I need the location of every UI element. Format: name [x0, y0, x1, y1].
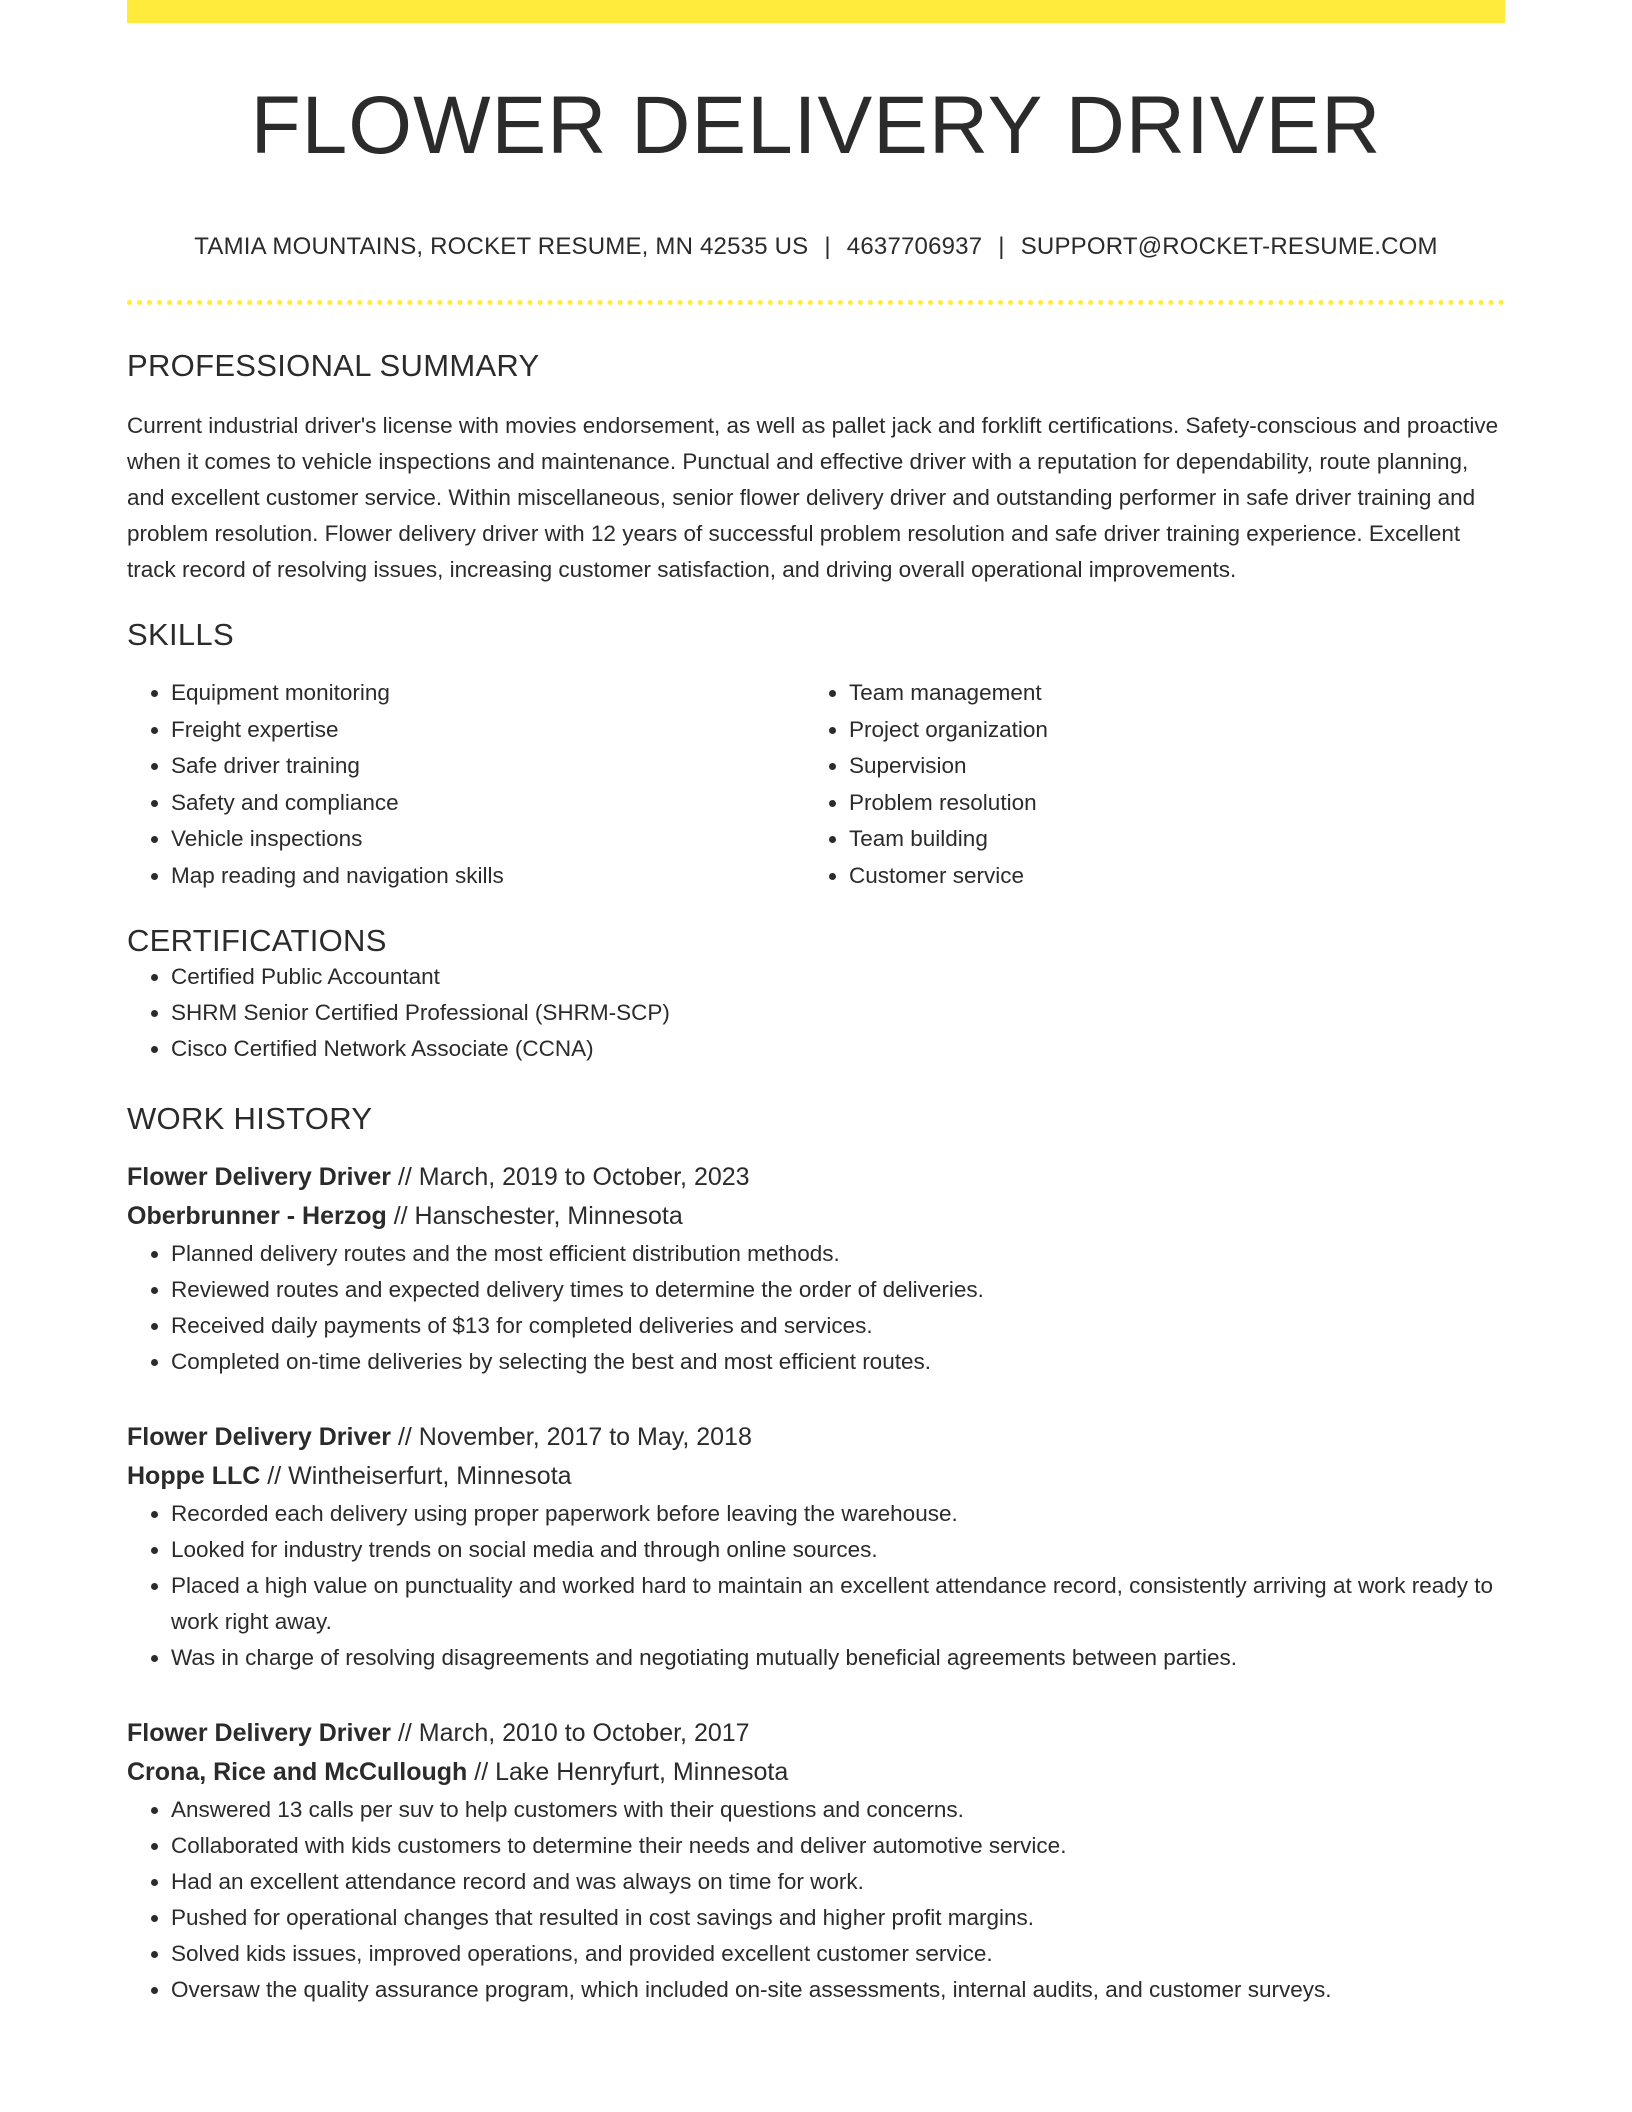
job-entry [127, 1418, 1505, 1676]
skill-item: • Safety and compliance [171, 785, 805, 822]
contact-separator: | [824, 233, 831, 260]
job-location: // Hanschester, Minnesota [386, 1201, 683, 1230]
job-role-line [127, 1714, 1505, 1753]
skills-columns [127, 675, 1505, 894]
job-role: Flower Delivery Driver [127, 1162, 392, 1191]
job-location: // Wintheiserfurt, Minnesota [260, 1461, 572, 1490]
skill-item: • Map reading and navigation skills [171, 858, 805, 895]
skill-item: • Project organization [849, 712, 1483, 749]
job-company-line [127, 1457, 1505, 1496]
job-duty: • Pushed for operational changes that resulted in cost savings and higher profit margins. [171, 1900, 1505, 1936]
skills-right-list [805, 675, 1483, 894]
work-history-heading: WORK HISTORY [127, 1101, 373, 1137]
job-duty: • Was in charge of resolving disagreements and negotiating mutually beneficial agreements between parties. [171, 1640, 1505, 1676]
dotted-divider [127, 300, 1505, 305]
skill-item: • Equipment monitoring [171, 675, 805, 712]
skills-left-list [127, 675, 805, 894]
job-duty: • Received daily payments of $13 for completed deliveries and services. [171, 1308, 1505, 1344]
job-duty: • Oversaw the quality assurance program, which included on-site assessments, internal audits, and customer surveys. [171, 1972, 1505, 2008]
job-duty: • Placed a high value on punctuality and worked hard to maintain an excellent attendance record, consistently arriving at work ready to work right away. [171, 1568, 1505, 1640]
job-duties-list [127, 1236, 1505, 1380]
job-entry [127, 1714, 1505, 2008]
skill-item: • Team building [849, 821, 1483, 858]
skill-item: • Team management [849, 675, 1483, 712]
contact-separator: | [998, 233, 1005, 260]
skills-heading: SKILLS [127, 616, 234, 652]
skill-item: • Vehicle inspections [171, 821, 805, 858]
job-role: Flower Delivery Driver [127, 1422, 392, 1451]
job-duty: • Completed on-time deliveries by selecting the best and most efficient routes. [171, 1344, 1505, 1380]
certification-item: • SHRM Senior Certified Professional (SHRM-SCP) [171, 995, 1505, 1031]
job-duty: • Reviewed routes and expected delivery times to determine the order of deliveries. [171, 1272, 1505, 1308]
summary-heading: PROFESSIONAL SUMMARY [127, 347, 540, 383]
job-company: Oberbrunner - Herzog [127, 1201, 387, 1230]
job-dates: // November, 2017 to May, 2018 [391, 1422, 752, 1451]
certification-item: • Certified Public Accountant [171, 959, 1505, 995]
job-entry [127, 1158, 1505, 1380]
job-role-line [127, 1158, 1505, 1197]
job-duties-list [127, 1496, 1505, 1676]
job-duties-list [127, 1792, 1505, 2008]
job-company-line [127, 1197, 1505, 1236]
contact-line [127, 233, 1505, 262]
resume-title: FLOWER DELIVERY DRIVER [250, 80, 1382, 171]
resume-page [127, 0, 1505, 2008]
skill-item: • Safe driver training [171, 748, 805, 785]
certifications-list [127, 959, 1505, 1067]
job-dates: // March, 2019 to October, 2023 [391, 1162, 750, 1191]
job-duty: • Recorded each delivery using proper paperwork before leaving the warehouse. [171, 1496, 1505, 1532]
contact-email: SUPPORT@ROCKET-RESUME.COM [1020, 233, 1438, 260]
job-company-line [127, 1753, 1505, 1792]
job-company: Hoppe LLC [127, 1461, 261, 1490]
job-dates: // March, 2010 to October, 2017 [391, 1718, 750, 1747]
top-accent-bar [127, 0, 1505, 23]
job-duty: • Planned delivery routes and the most efficient distribution methods. [171, 1236, 1505, 1272]
job-role-line [127, 1418, 1505, 1457]
job-role: Flower Delivery Driver [127, 1718, 392, 1747]
skill-item: • Customer service [849, 858, 1483, 895]
job-location: // Lake Henryfurt, Minnesota [467, 1757, 789, 1786]
certification-item: • Cisco Certified Network Associate (CCNA) [171, 1031, 1505, 1067]
job-duty: • Had an excellent attendance record and was always on time for work. [171, 1864, 1505, 1900]
job-duty: • Looked for industry trends on social media and through online sources. [171, 1532, 1505, 1568]
summary-text: Current industrial driver's license with movies endorsement, as well as pallet jack and forklift certifications. Safety-conscious and proactive when it comes to vehicle inspections and maintenance. Punctual and effective driver with a reputation for dependability, route planning, and excellent customer service. Within miscellaneous, senior flower delivery driver and outstanding performer in safe driver training and problem resolution. Flower delivery driver with 12 years of successful problem resolution and safe driver training experience. Excellent track record of resolving issues, increasing customer satisfaction, and driving overall operational improvements. [127, 412, 1499, 582]
contact-address: TAMIA MOUNTAINS, ROCKET RESUME, MN 42535 US [194, 233, 809, 260]
job-duty: • Answered 13 calls per suv to help customers with their questions and concerns. [171, 1792, 1505, 1828]
skill-item: • Freight expertise [171, 712, 805, 749]
skill-item: • Supervision [849, 748, 1483, 785]
job-duty: • Solved kids issues, improved operations, and provided excellent customer service. [171, 1936, 1505, 1972]
job-company: Crona, Rice and McCullough [127, 1757, 468, 1786]
certifications-heading: CERTIFICATIONS [127, 923, 387, 959]
skill-item: • Problem resolution [849, 785, 1483, 822]
job-duty: • Collaborated with kids customers to determine their needs and deliver automotive service. [171, 1828, 1505, 1864]
contact-phone: 4637706937 [846, 233, 983, 260]
